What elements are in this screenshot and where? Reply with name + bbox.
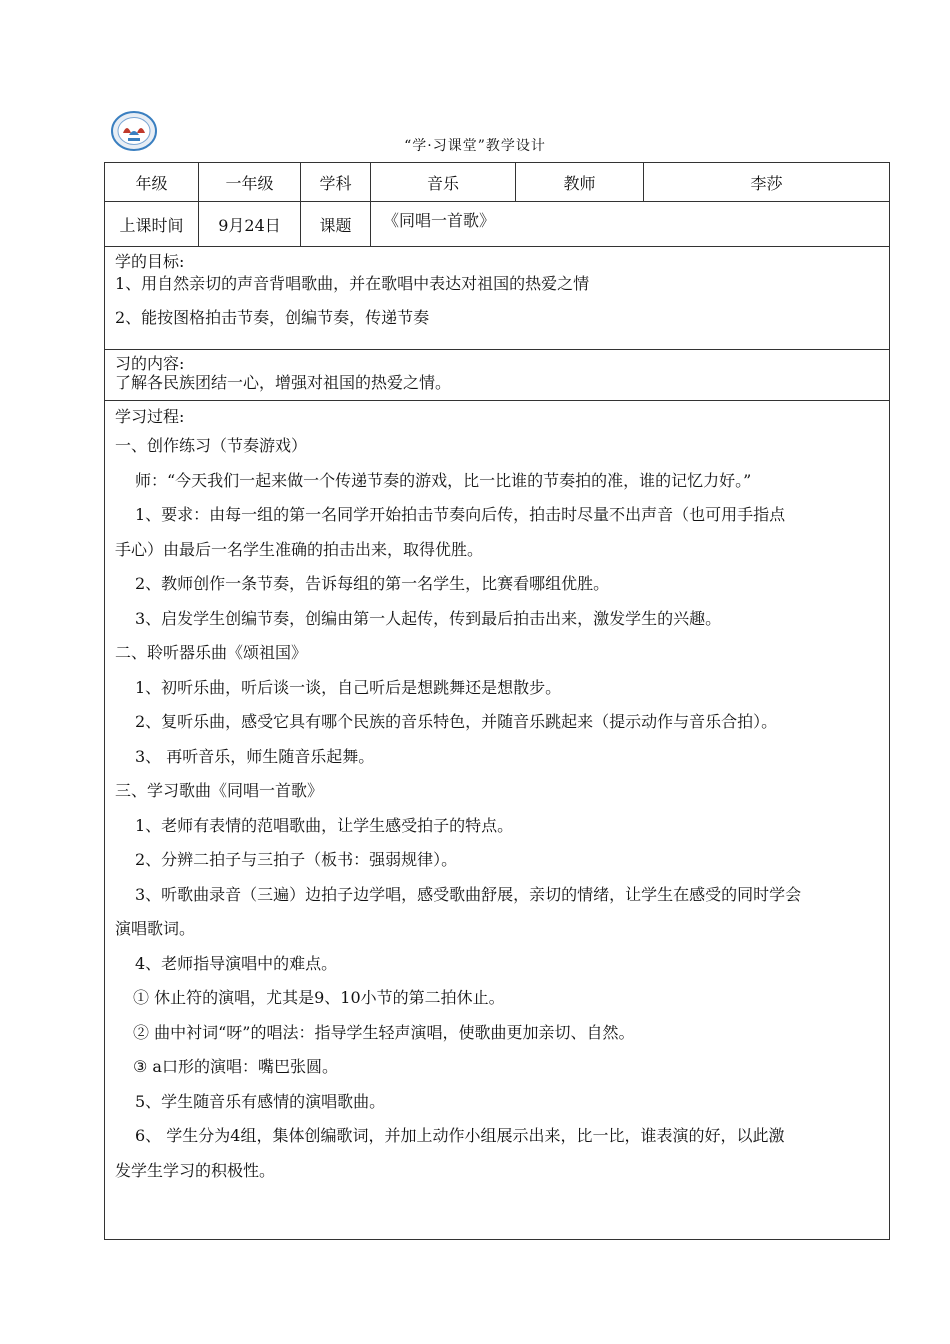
process-line: 手心）由最后一名学生准确的拍击出来，取得优胜。 bbox=[115, 539, 484, 559]
topic-label: 课题 bbox=[301, 202, 371, 247]
table-row bbox=[105, 163, 890, 202]
teacher-label: 教师 bbox=[516, 163, 644, 202]
process-line: 发学生学习的积极性。 bbox=[115, 1160, 276, 1180]
topic-value: 《同唱一首歌》 bbox=[371, 202, 890, 247]
goals-heading: 学的目标: bbox=[115, 252, 185, 271]
teacher-value: 李莎 bbox=[644, 163, 890, 202]
subject-label: 学科 bbox=[301, 163, 371, 202]
process-heading: 学习过程: bbox=[115, 407, 185, 426]
table-row bbox=[105, 247, 890, 350]
table-row bbox=[105, 401, 890, 1240]
goal-item: 2、能按图格拍击节奏，创编节奏，传递节奏 bbox=[115, 308, 430, 327]
content-heading: 习的内容: bbox=[115, 354, 185, 373]
process-line: 1、要求：由每一组的第一名同学开始拍击节奏向后传，拍击时尽量不出声音（也可用手指点 bbox=[135, 505, 786, 524]
process-section bbox=[105, 401, 890, 1240]
goals-section bbox=[105, 247, 890, 350]
table-row bbox=[105, 350, 890, 401]
goal-item: 1、用自然亲切的声音背唱歌曲，并在歌唱中表达对祖国的热爱之情 bbox=[115, 274, 590, 293]
process-line: 2、复听乐曲，感受它具有哪个民族的音乐特色，并随音乐跳起来（提示动作与音乐合拍）。 bbox=[135, 712, 778, 731]
process-line: 1、初听乐曲，听后谈一谈，自己听后是想跳舞还是想散步。 bbox=[135, 677, 562, 697]
process-line: ③ a口形的演唱：嘴巴张圆。 bbox=[133, 1057, 338, 1076]
process-line: ① 休止符的演唱，尤其是9、10小节的第二拍休止。 bbox=[133, 988, 505, 1007]
time-label: 上课时间 bbox=[105, 202, 199, 247]
process-line: 师：“今天我们一起来做一个传递节奏的游戏，比一比谁的节奏拍的准，谁的记忆力好。” bbox=[135, 470, 752, 490]
process-line: 2、教师创作一条节奏，告诉每组的第一名学生，比赛看哪组优胜。 bbox=[135, 574, 610, 593]
document-title: “学·习课堂”教学设计 bbox=[404, 138, 546, 154]
section-heading: 二、聆听器乐曲《颂祖国》 bbox=[115, 643, 308, 662]
grade-value: 一年级 bbox=[199, 163, 301, 202]
process-line: 1、老师有表情的范唱歌曲，让学生感受拍子的特点。 bbox=[135, 815, 514, 835]
grade-label: 年级 bbox=[105, 163, 199, 202]
section-heading: 一、创作练习（节奏游戏） bbox=[115, 436, 308, 455]
process-line: 2、分辨二拍子与三拍子（板书：强弱规律）。 bbox=[135, 850, 458, 869]
section-heading: 三、学习歌曲《同唱一首歌》 bbox=[115, 781, 324, 800]
process-line: 3、启发学生创编节奏，创编由第一人起传，传到最后拍击出来，激发学生的兴趣。 bbox=[135, 608, 722, 628]
process-line: ② 曲中衬词“呀”的唱法：指导学生轻声演唱，使歌曲更加亲切、自然。 bbox=[133, 1022, 635, 1042]
process-line: 3、听歌曲录音（三遍）边拍子边学唱，感受歌曲舒展，亲切的情绪，让学生在感受的同时学会 bbox=[135, 884, 802, 904]
content-text: 了解各民族团结一心，增强对祖国的热爱之情。 bbox=[115, 373, 452, 392]
subject-value: 音乐 bbox=[371, 163, 516, 202]
process-line: 5、学生随音乐有感情的演唱歌曲。 bbox=[135, 1091, 386, 1111]
content-section bbox=[105, 350, 890, 401]
process-line: 6、 学生分为4组，集体创编歌词，并加上动作小组展示出来，比一比，谁表演的好，以此激 bbox=[135, 1126, 785, 1145]
lesson-plan-table bbox=[104, 162, 890, 1240]
table-row bbox=[105, 202, 890, 247]
process-line: 演唱歌词。 bbox=[115, 919, 196, 938]
process-line: 4、老师指导演唱中的难点。 bbox=[135, 953, 338, 973]
time-value: 9月24日 bbox=[199, 202, 301, 247]
process-line: 3、 再听音乐，师生随音乐起舞。 bbox=[135, 746, 375, 766]
